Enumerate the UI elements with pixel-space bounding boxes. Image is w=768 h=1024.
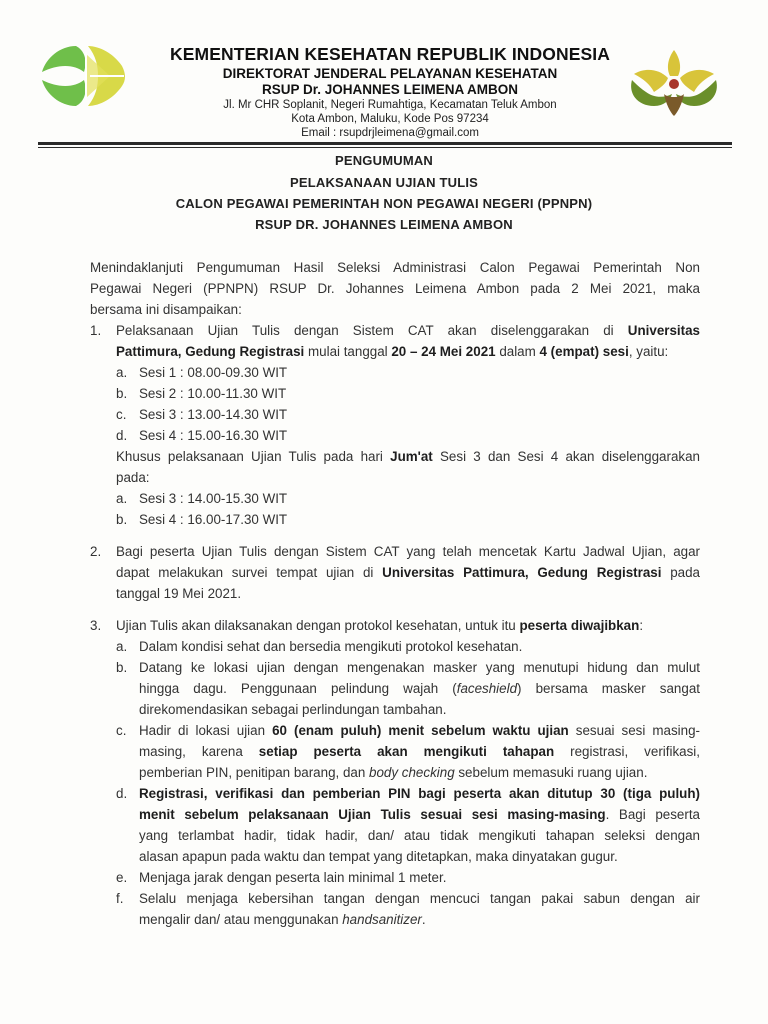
intro-paragraph	[90, 257, 700, 278]
rule-c-line-3	[139, 762, 709, 783]
intro-line-3-row	[90, 299, 700, 320]
rule-d-closing-2: menit sebelum pelaksanaan Ujian Tulis sesuai sesi masing-masing	[139, 807, 606, 822]
item-1-dates: 20 – 24 Mei 2021	[391, 344, 496, 359]
rule-d-letter: d.	[116, 786, 128, 801]
rule-c-text-3: masing, karena	[139, 744, 259, 759]
rule-f-line-1: Selalu menjaga kebersihan tangan dengan mencuci tangan pakai sabun dengan air	[139, 891, 700, 906]
rule-b-line-3: direkomendasikan sebagai perlindungan tambahan.	[139, 702, 447, 717]
hospital-emblem-logo	[624, 44, 724, 120]
item-2-line-1: Bagi peserta Ujian Tulis dengan Sistem CAT yang telah mencetak Kartu Jadwal Ujian, agar	[116, 544, 700, 559]
intro-line-3: bersama ini disampaikan:	[90, 302, 242, 317]
friday-session-4-letter: b.	[116, 512, 128, 527]
friday-session-3-letter: a.	[116, 491, 128, 506]
rule-d-closing: Registrasi, verifikasi dan pemberian PIN bagi peserta akan ditutup 30 (tiga puluh)	[139, 786, 700, 801]
session-2: Sesi 2 : 10.00-11.30 WIT	[139, 386, 287, 401]
rule-c-line-2	[139, 741, 700, 762]
intro-line-1: Menindaklanjuti Pengumuman Hasil Seleksi Administrasi Calon Pegawai Pemerintah Non	[90, 260, 700, 275]
rule-a-line-1: Dalam kondisi sehat dan bersedia mengikuti protokol kesehatan.	[139, 639, 523, 654]
email-line: Email : rsupdrjleimena@gmail.com	[301, 127, 479, 139]
rule-b-line-1: Datang ke lokasi ujian dengan mengenakan masker yang menutupi hidung dan mulut	[139, 660, 700, 675]
announcement-subtitle-2: CALON PEGAWAI PEMERINTAH NON PEGAWAI NEGERI (PPNPN)	[175, 196, 593, 211]
rule-d-line-1	[139, 783, 700, 804]
friday-note-line-1	[116, 446, 700, 467]
item-1-venue-start: Universitas	[627, 323, 700, 338]
rule-b-letter: b.	[116, 660, 128, 675]
rule-c-arrival-time: 60 (enam puluh) menit sebelum waktu ujian	[272, 723, 569, 738]
intro-line-2: Pegawai Negeri (PPNPN) RSUP Dr. Johannes Leimena Ambon pada 2 Mei 2021, maka	[90, 281, 700, 296]
address-line-2: Kota Ambon, Maluku, Kode Pos 97234	[291, 113, 489, 125]
session-3-letter: c.	[116, 407, 127, 422]
directorate-name: DIREKTORAT JENDERAL PELAYANAN KESEHATAN	[222, 66, 558, 81]
item-2-text: dapat melakukan survei tempat ujian di	[116, 565, 383, 580]
item-1-session-count: 4 (empat) sesi	[539, 344, 629, 359]
item-2-line-3: tanggal 19 Mei 2021.	[116, 586, 242, 601]
friday-note-text: Khusus pelaksanaan Ujian Tulis pada hari	[116, 449, 391, 464]
item-1-line-2	[116, 341, 716, 362]
rule-e-letter: e.	[116, 870, 128, 885]
rule-c-text-4: registrasi, verifikasi,	[554, 744, 700, 759]
session-4: Sesi 4 : 15.00-16.30 WIT	[139, 428, 288, 443]
announcement-subtitle-1: PELAKSANAAN UJIAN TULIS	[289, 175, 479, 190]
item-3-number: 3.	[90, 618, 102, 633]
rule-c-text: Hadir di lokasi ujian	[139, 723, 273, 738]
friday-note-text-2: Sesi 3 dan Sesi 4 akan diselenggarakan	[432, 449, 700, 464]
hospital-name: RSUP Dr. JOHANNES LEIMENA AMBON	[261, 82, 519, 97]
session-4-letter: d.	[116, 428, 128, 443]
item-1-date-prefix: mulai tanggal	[304, 344, 392, 359]
item-1-text: Pelaksanaan Ujian Tulis dengan Sistem CAT akan diselenggarakan di	[116, 323, 628, 338]
item-1-in: dalam	[495, 344, 540, 359]
announcement-title: PENGUMUMAN	[334, 153, 434, 168]
rule-d-line-4: alasan apapun pada waktu dan tempat yang ditetapkan, maka dinyatakan gugur.	[139, 849, 618, 864]
announcement-subtitle-3: RSUP DR. JOHANNES LEIMENA AMBON	[255, 217, 513, 232]
rule-b-text: hingga dagu. Penggunaan pelindung wajah (	[139, 681, 457, 696]
rule-c-text-5: pemberian PIN, penitipan barang, dan	[139, 765, 370, 780]
rule-d-text: . Bagi peserta	[605, 807, 700, 822]
item-2-number: 2.	[90, 544, 102, 559]
letterhead-rule-thin	[38, 147, 732, 148]
item-2-on: pada	[661, 565, 700, 580]
rule-c-line-1	[139, 720, 700, 741]
session-3: Sesi 3 : 13.00-14.30 WIT	[139, 407, 288, 422]
item-3-line-1	[116, 615, 716, 636]
rule-e-line-1: Menjaga jarak dengan peserta lain minimal 1 meter.	[139, 870, 447, 885]
intro-line-2-row	[90, 278, 700, 299]
rule-b-text-2: ) bersama masker sangat	[517, 681, 700, 696]
rule-b-line-2	[139, 678, 700, 699]
rule-a-letter: a.	[116, 639, 128, 654]
item-2-line-2	[116, 562, 700, 583]
friday-day: Jum'at	[390, 449, 433, 464]
friday-note-line-2: pada:	[116, 470, 150, 485]
rule-c-stages: setiap peserta akan mengikuti tahapan	[258, 744, 555, 759]
address-line-1: Jl. Mr CHR Soplanit, Negeri Rumahtiga, Kecamatan Teluk Ambon	[223, 99, 557, 111]
rule-c-letter: c.	[116, 723, 127, 738]
ministry-of-health-logo	[38, 40, 130, 112]
item-3-required: peserta diwajibkan	[519, 618, 640, 633]
item-1-venue: Pattimura, Gedung Registrasi	[116, 344, 305, 359]
session-1: Sesi 1 : 08.00-09.30 WIT	[139, 365, 288, 380]
rule-c-body-checking: body checking	[369, 765, 455, 780]
item-2-venue: Universitas Pattimura, Gedung Registrasi	[382, 565, 662, 580]
item-3-text: Ujian Tulis akan dilaksanakan dengan protokol kesehatan, untuk itu	[116, 618, 520, 633]
item-1-number: 1.	[90, 323, 102, 338]
item-3-colon: :	[639, 618, 644, 633]
rule-c-text-6: sebelum memasuki ruang ujian.	[454, 765, 648, 780]
item-1-line-1	[116, 320, 700, 341]
session-1-letter: a.	[116, 365, 128, 380]
friday-session-4: Sesi 4 : 16.00-17.30 WIT	[139, 512, 288, 527]
rule-f-letter: f.	[116, 891, 124, 906]
item-1-namely: , yaitu:	[628, 344, 669, 359]
rule-f-text: mengalir dan/ atau menggunakan	[139, 912, 343, 927]
rule-b-faceshield: faceshield	[456, 681, 518, 696]
ministry-name: KEMENTERIAN KESEHATAN REPUBLIK INDONESIA	[170, 44, 610, 64]
rule-f-line-2	[139, 909, 426, 930]
rule-c-text-2: sesuai sesi masing-	[568, 723, 700, 738]
rule-d-line-3: yang terlambat hadir, tidak hadir, dan/ atau tidak mengikuti tahapan seleksi dengan	[139, 828, 700, 843]
rule-f-handsanitizer: handsanitizer	[342, 912, 422, 927]
session-2-letter: b.	[116, 386, 128, 401]
friday-session-3: Sesi 3 : 14.00-15.30 WIT	[139, 491, 288, 506]
rule-d-line-2	[139, 804, 700, 825]
rule-f-period: .	[421, 912, 426, 927]
letterhead-rule-thick	[38, 142, 732, 145]
